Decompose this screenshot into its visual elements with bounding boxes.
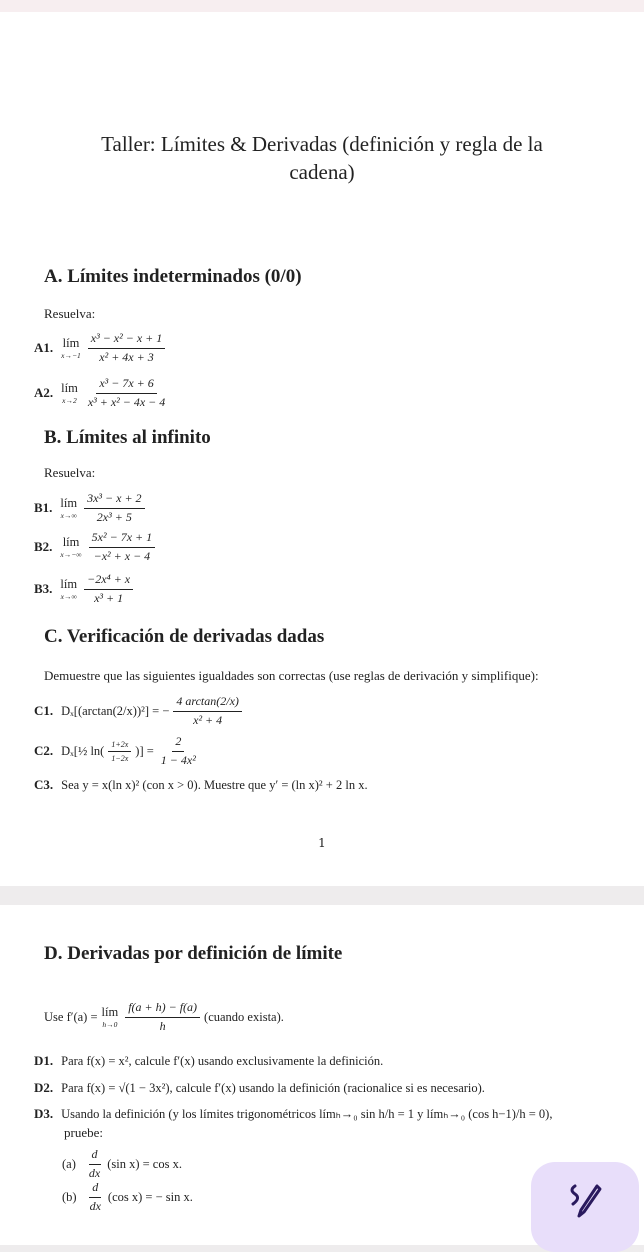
lim: lím [60, 496, 78, 511]
section-b-heading: B. Límites al infinito [44, 427, 211, 448]
expr: (cos x) = − sin x. [107, 1189, 193, 1204]
section-a-heading: A. Límites indeterminados (0/0) [44, 266, 302, 287]
denominator: 2x³ + 5 [96, 509, 132, 524]
text: Para f(x) = x², calcule f′(x) usando exclusivamente la definición. [61, 1053, 384, 1068]
numerator: 2 [172, 735, 184, 752]
problem-c2 [34, 735, 199, 768]
text: Sea y = x(ln x)² (con x > 0). Muestre que y′ = (ln x)² + 2 ln x. [61, 777, 368, 792]
label: C1. [34, 703, 54, 719]
problem-a1 [34, 332, 165, 365]
expr: (sin x) = cos x. [107, 1156, 182, 1171]
denominator: 1 − 4x² [160, 752, 196, 767]
lim: lím [62, 535, 80, 550]
label: B3. [34, 581, 53, 597]
lhs: Dₓ[(arctan(2/x))²] = − [61, 703, 170, 718]
label: C3. [34, 777, 54, 792]
section-c-intro: Demuestre que las siguientes igualdades son correctas (use reglas de derivación y simplifique): [44, 668, 539, 683]
lim-sub: h→0 [102, 1019, 118, 1029]
lim: lím [61, 381, 78, 396]
problem-d1 [34, 1053, 383, 1069]
lhs: Dₓ[½ ln( [61, 743, 105, 758]
part-b [62, 1181, 193, 1214]
problem-c3 [34, 777, 368, 793]
lim-sub: x→−∞ [60, 549, 82, 559]
lim-sub: x→∞ [60, 510, 77, 520]
numerator: d [89, 1181, 101, 1198]
annotate-fab-button[interactable] [531, 1162, 639, 1252]
lim-sub: x→∞ [60, 591, 77, 601]
denominator: x³ + x² − 4x − 4 [87, 394, 166, 409]
lim-sub: x→2 [62, 395, 77, 405]
label: D1. [34, 1053, 54, 1068]
label: C2. [34, 743, 54, 759]
problem-a2 [34, 377, 168, 410]
top-bar [0, 0, 644, 12]
inner-numerator: 1+2x [108, 740, 131, 752]
denominator: −x² + x − 4 [93, 548, 151, 563]
problem-b1 [34, 492, 145, 525]
numerator: f(a + h) − f(a) [125, 1001, 200, 1018]
doc-title-line2: cadena) [289, 160, 355, 184]
label: (a) [62, 1156, 76, 1171]
lim: lím [62, 336, 80, 351]
problem-d3-cont: pruebe: [64, 1125, 103, 1140]
problem-c1 [34, 695, 242, 728]
numerator: 3x³ − x + 2 [84, 492, 144, 509]
denominator: dx [88, 1165, 101, 1180]
numerator: −2x⁴ + x [84, 573, 133, 590]
numerator: 4 arctan(2/x) [173, 695, 242, 712]
pen-icon [565, 1180, 605, 1252]
doc-title-line1: Taller: Límites & Derivadas (definición y regla de la [101, 132, 543, 156]
denominator: x² + 4 [193, 712, 223, 727]
label: A1. [34, 340, 54, 356]
section-a-intro: Resuelva: [44, 306, 96, 321]
numerator: x³ − x² − x + 1 [88, 332, 165, 349]
problem-b3 [34, 573, 133, 606]
use-suffix: (cuando exista). [204, 1009, 284, 1024]
label: B2. [34, 539, 53, 555]
lim-sub: x→−1 [61, 350, 81, 360]
numerator: d [89, 1148, 101, 1165]
text: Usando la definición (y los límites trigonométricos límₕ→₀ sin h/h = 1 y límₕ→₀ (cos h−1)/h = 0), [61, 1107, 553, 1121]
lim: lím [101, 1005, 119, 1020]
numerator: x³ − 7x + 6 [96, 377, 156, 394]
problem-d3 [34, 1106, 552, 1122]
pdf-page-1 [0, 12, 644, 886]
denominator: dx [89, 1198, 101, 1213]
page-number: 1 [318, 836, 326, 850]
section-b-intro: Resuelva: [44, 465, 96, 480]
denominator: h [159, 1018, 166, 1033]
inner-denominator: 1−2x [111, 753, 129, 763]
label: B1. [34, 500, 53, 516]
part-a [62, 1148, 182, 1181]
lim: lím [60, 577, 78, 592]
denominator: x³ + 1 [94, 590, 124, 605]
problem-b2 [34, 531, 155, 564]
label: A2. [34, 385, 54, 401]
numerator: 5x² − 7x + 1 [89, 531, 155, 548]
section-d-heading: D. Derivadas por definición de límite [44, 943, 343, 964]
label: D2. [34, 1080, 54, 1095]
problem-d2 [34, 1080, 485, 1096]
section-c-heading: C. Verificación de derivadas dadas [44, 626, 325, 647]
denominator: x² + 4x + 3 [99, 349, 154, 364]
lhs-end: )] = [135, 743, 154, 758]
definition-line [44, 1001, 284, 1034]
text: Para f(x) = √(1 − 3x²), calcule f′(x) usando la definición (racionalice si es necesario). [61, 1080, 485, 1095]
use-prefix: Use f′(a) = [44, 1009, 98, 1024]
label: D3. [34, 1106, 54, 1121]
label: (b) [62, 1189, 77, 1204]
